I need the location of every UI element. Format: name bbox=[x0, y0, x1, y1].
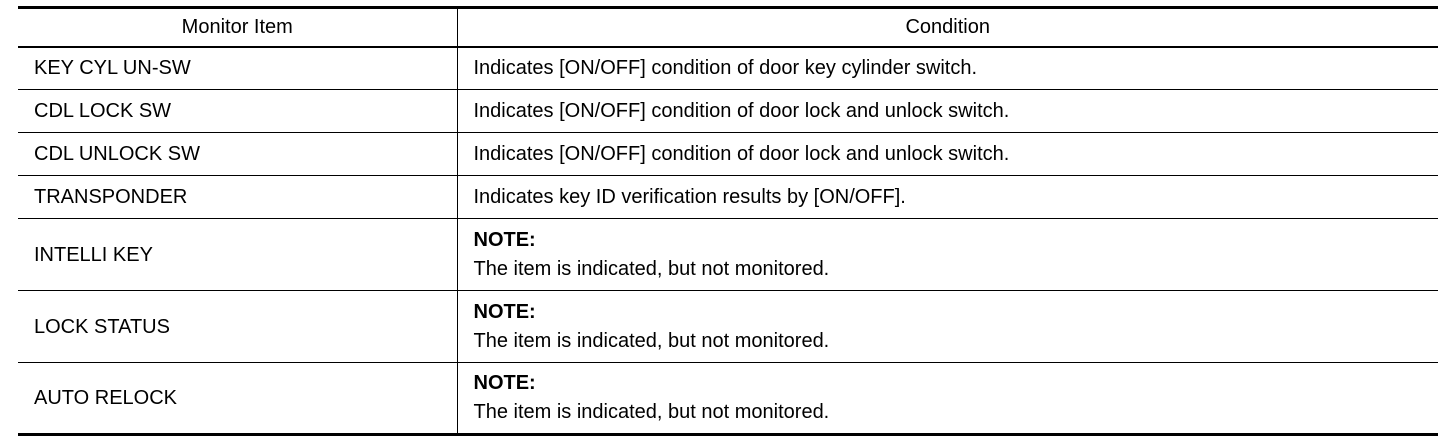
monitor-item-cell: INTELLI KEY bbox=[18, 219, 457, 291]
note-title: NOTE: bbox=[473, 372, 536, 394]
table-row bbox=[18, 363, 1438, 435]
table-row bbox=[18, 291, 1438, 363]
monitor-item-cell: CDL UNLOCK SW bbox=[18, 133, 457, 176]
condition-cell bbox=[457, 291, 1438, 363]
monitor-item-cell: LOCK STATUS bbox=[18, 291, 457, 363]
table-row bbox=[18, 176, 1438, 219]
condition-cell: Indicates [ON/OFF] condition of door lock and unlock switch. bbox=[457, 90, 1438, 133]
condition-cell: Indicates [ON/OFF] condition of door lock and unlock switch. bbox=[457, 133, 1438, 176]
condition-cell bbox=[457, 363, 1438, 435]
note-text: The item is indicated, but not monitored. bbox=[473, 329, 830, 352]
table-header-row bbox=[18, 8, 1438, 47]
condition-cell: Indicates [ON/OFF] condition of door key cylinder switch. bbox=[457, 47, 1438, 90]
table-row bbox=[18, 47, 1438, 90]
note-text: The item is indicated, but not monitored. bbox=[473, 257, 830, 280]
monitor-item-table-container bbox=[18, 6, 1438, 436]
monitor-item-table bbox=[18, 6, 1438, 436]
monitor-item-cell: CDL LOCK SW bbox=[18, 90, 457, 133]
condition-cell bbox=[457, 219, 1438, 291]
header-monitor-item: Monitor Item bbox=[18, 8, 457, 47]
condition-cell: Indicates key ID verification results by [ON/OFF]. bbox=[457, 176, 1438, 219]
note-title: NOTE: bbox=[473, 300, 536, 323]
monitor-item-cell: TRANSPONDER bbox=[18, 176, 457, 219]
note-title: NOTE: bbox=[473, 228, 536, 251]
table-row bbox=[18, 133, 1438, 176]
header-condition: Condition bbox=[457, 8, 1438, 47]
table-row bbox=[18, 219, 1438, 291]
monitor-item-cell: AUTO RELOCK bbox=[18, 363, 457, 435]
monitor-item-cell: KEY CYL UN-SW bbox=[18, 47, 457, 90]
note-text: The item is indicated, but not monitored. bbox=[473, 401, 830, 423]
table-row bbox=[18, 90, 1438, 133]
